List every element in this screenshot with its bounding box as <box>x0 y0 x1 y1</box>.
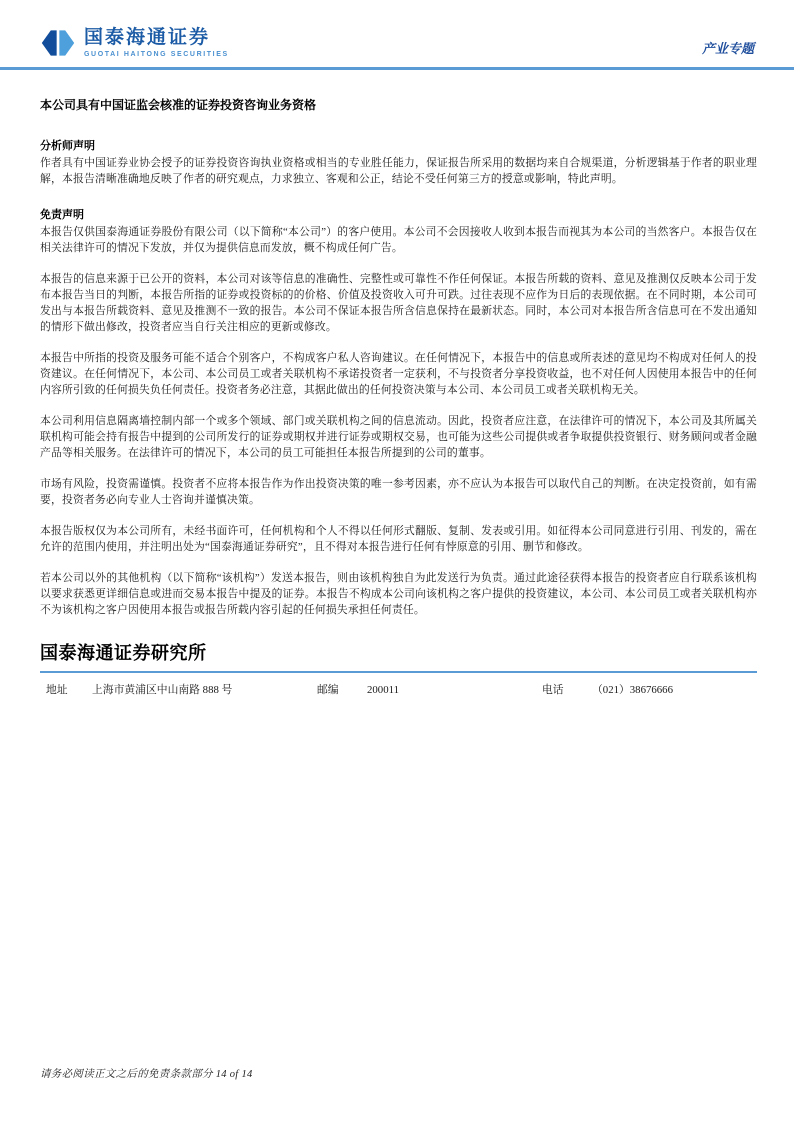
company-name-cn: 国泰海通证券 <box>84 27 211 48</box>
analyst-statement-heading: 分析师声明 <box>40 140 95 152</box>
postcode-value: 200011 <box>367 684 399 696</box>
disclaimer-paragraph: 本报告中所指的投资及服务可能不适合个别客户，不构成客户私人咨询建议。在任何情况下，本报告中的信息或所表述的意见均不构成对任何人的投资建议。在任何情况下，本公司、本公司员工或者关联机构不承诺投资者一定获利，不与投资者分享投资收益，也不对任何人因使用本报告中的任何内容所引致的任何损失负任何责任。投资者务必注意，其据此做出的任何投资决策与本公司、本公司员工或者关联机构无关。 <box>40 352 757 396</box>
report-type-label: 产业专题 <box>701 41 754 56</box>
address-value: 上海市黄浦区中山南路 888 号 <box>92 684 233 696</box>
disclaimer-paragraph: 本公司利用信息隔离墙控制内部一个或多个领域、部门或关联机构之间的信息流动。因此，投资者应注意，在法律许可的情况下，本公司及其所属关联机构可能会持有报告中提到的公司所发行的证券或期权并进行证券或期权交易，也可能为这些公司提供或者争取提供投资银行、财务顾问或者金融产品等相关服务。在法律许可的情况下，本公司的员工可能担任本报告所提到的公司的董事。 <box>40 415 757 459</box>
page-header <box>0 0 794 70</box>
disclaimer-paragraph: 本报告版权仅为本公司所有，未经书面许可，任何机构和个人不得以任何形式翻版、复制、发表或引用。如征得本公司同意进行引用、刊发的，需在允许的范围内使用，并注明出处为“国泰海通证券研究”，且不得对本报告进行任何有悖原意的引用、删节和修改。 <box>40 525 757 553</box>
phone-value: （021）38676666 <box>592 684 673 696</box>
address-label: 地址 <box>46 684 68 696</box>
company-name-en: GUOTAI HAITONG SECURITIES <box>84 51 229 58</box>
disclaimer-paragraph: 本报告仅供国泰海通证券股份有限公司（以下简称“本公司”）的客户使用。本公司不会因接收人收到本报告而视其为本公司的当然客户。本报告仅在相关法律许可的情况下发放，并仅为提供信息而发放，概不构成任何广告。 <box>40 226 757 254</box>
research-institute-heading: 国泰海通证券研究所 <box>40 643 207 663</box>
disclaimer-paragraph: 若本公司以外的其他机构（以下简称“该机构”）发送本报告，则由该机构独自为此发送行为负责。通过此途径获得本报告的投资者应自行联系该机构以要求获悉更详细信息或进而交易本报告中提及的证券。本报告不构成本公司向该机构之客户提供的投资建议，本公司、本公司员工或者关联机构亦不为该机构之客户因使用本报告或报告所载内容引起的任何损失承担任何责任。 <box>40 572 757 616</box>
company-logo-text <box>84 28 229 58</box>
analyst-statement-paragraph: 作者具有中国证券业协会授予的证券投资咨询执业资格或相当的专业胜任能力，保证报告所采用的数据均来自合规渠道，分析逻辑基于作者的职业理解，本报告清晰准确地反映了作者的研究观点，力求独立、客观和公正，结论不受任何第三方的授意或影响，特此声明。 <box>40 157 757 185</box>
main-content <box>0 70 794 697</box>
qualification-title: 本公司具有中国证监会核准的证券投资咨询业务资格 <box>40 98 317 112</box>
footer-disclaimer-text: 请务必阅读正文之后的免责条款部分 14 of 14 <box>40 1069 253 1080</box>
disclaimer-paragraph: 市场有风险，投资需谨慎。投资者不应将本报告作为作出投资决策的唯一参考因素，亦不应认为本报告可以取代自己的判断。在决定投资前，如有需要，投资者务必向专业人士咨询并谨慎决策。 <box>40 478 757 506</box>
phone-label: 电话 <box>542 684 564 696</box>
disclaimer-heading: 免责声明 <box>40 209 84 221</box>
institute-contact-row <box>40 673 757 697</box>
disclaimer-paragraph: 本报告的信息来源于已公开的资料，本公司对该等信息的准确性、完整性或可靠性不作任何保证。本报告所载的资料、意见及推测仅反映本公司于发布本报告当日的判断，本报告所指的证券或投资标的的价格、价值及投资收入可升可跌。过往表现不应作为日后的表现依据。在不同时期，本公司可发出与本报告所载资料、意见及推测不一致的报告。本公司不保证本报告所含信息保持在最新状态。同时，本公司对本报告所含信息可在不发出通知的情形下做出修改，投资者应当自行关注相应的更新或修改。 <box>40 273 757 333</box>
company-logo-icon <box>40 25 76 61</box>
company-logo <box>40 25 229 61</box>
postcode-label: 邮编 <box>317 684 339 696</box>
